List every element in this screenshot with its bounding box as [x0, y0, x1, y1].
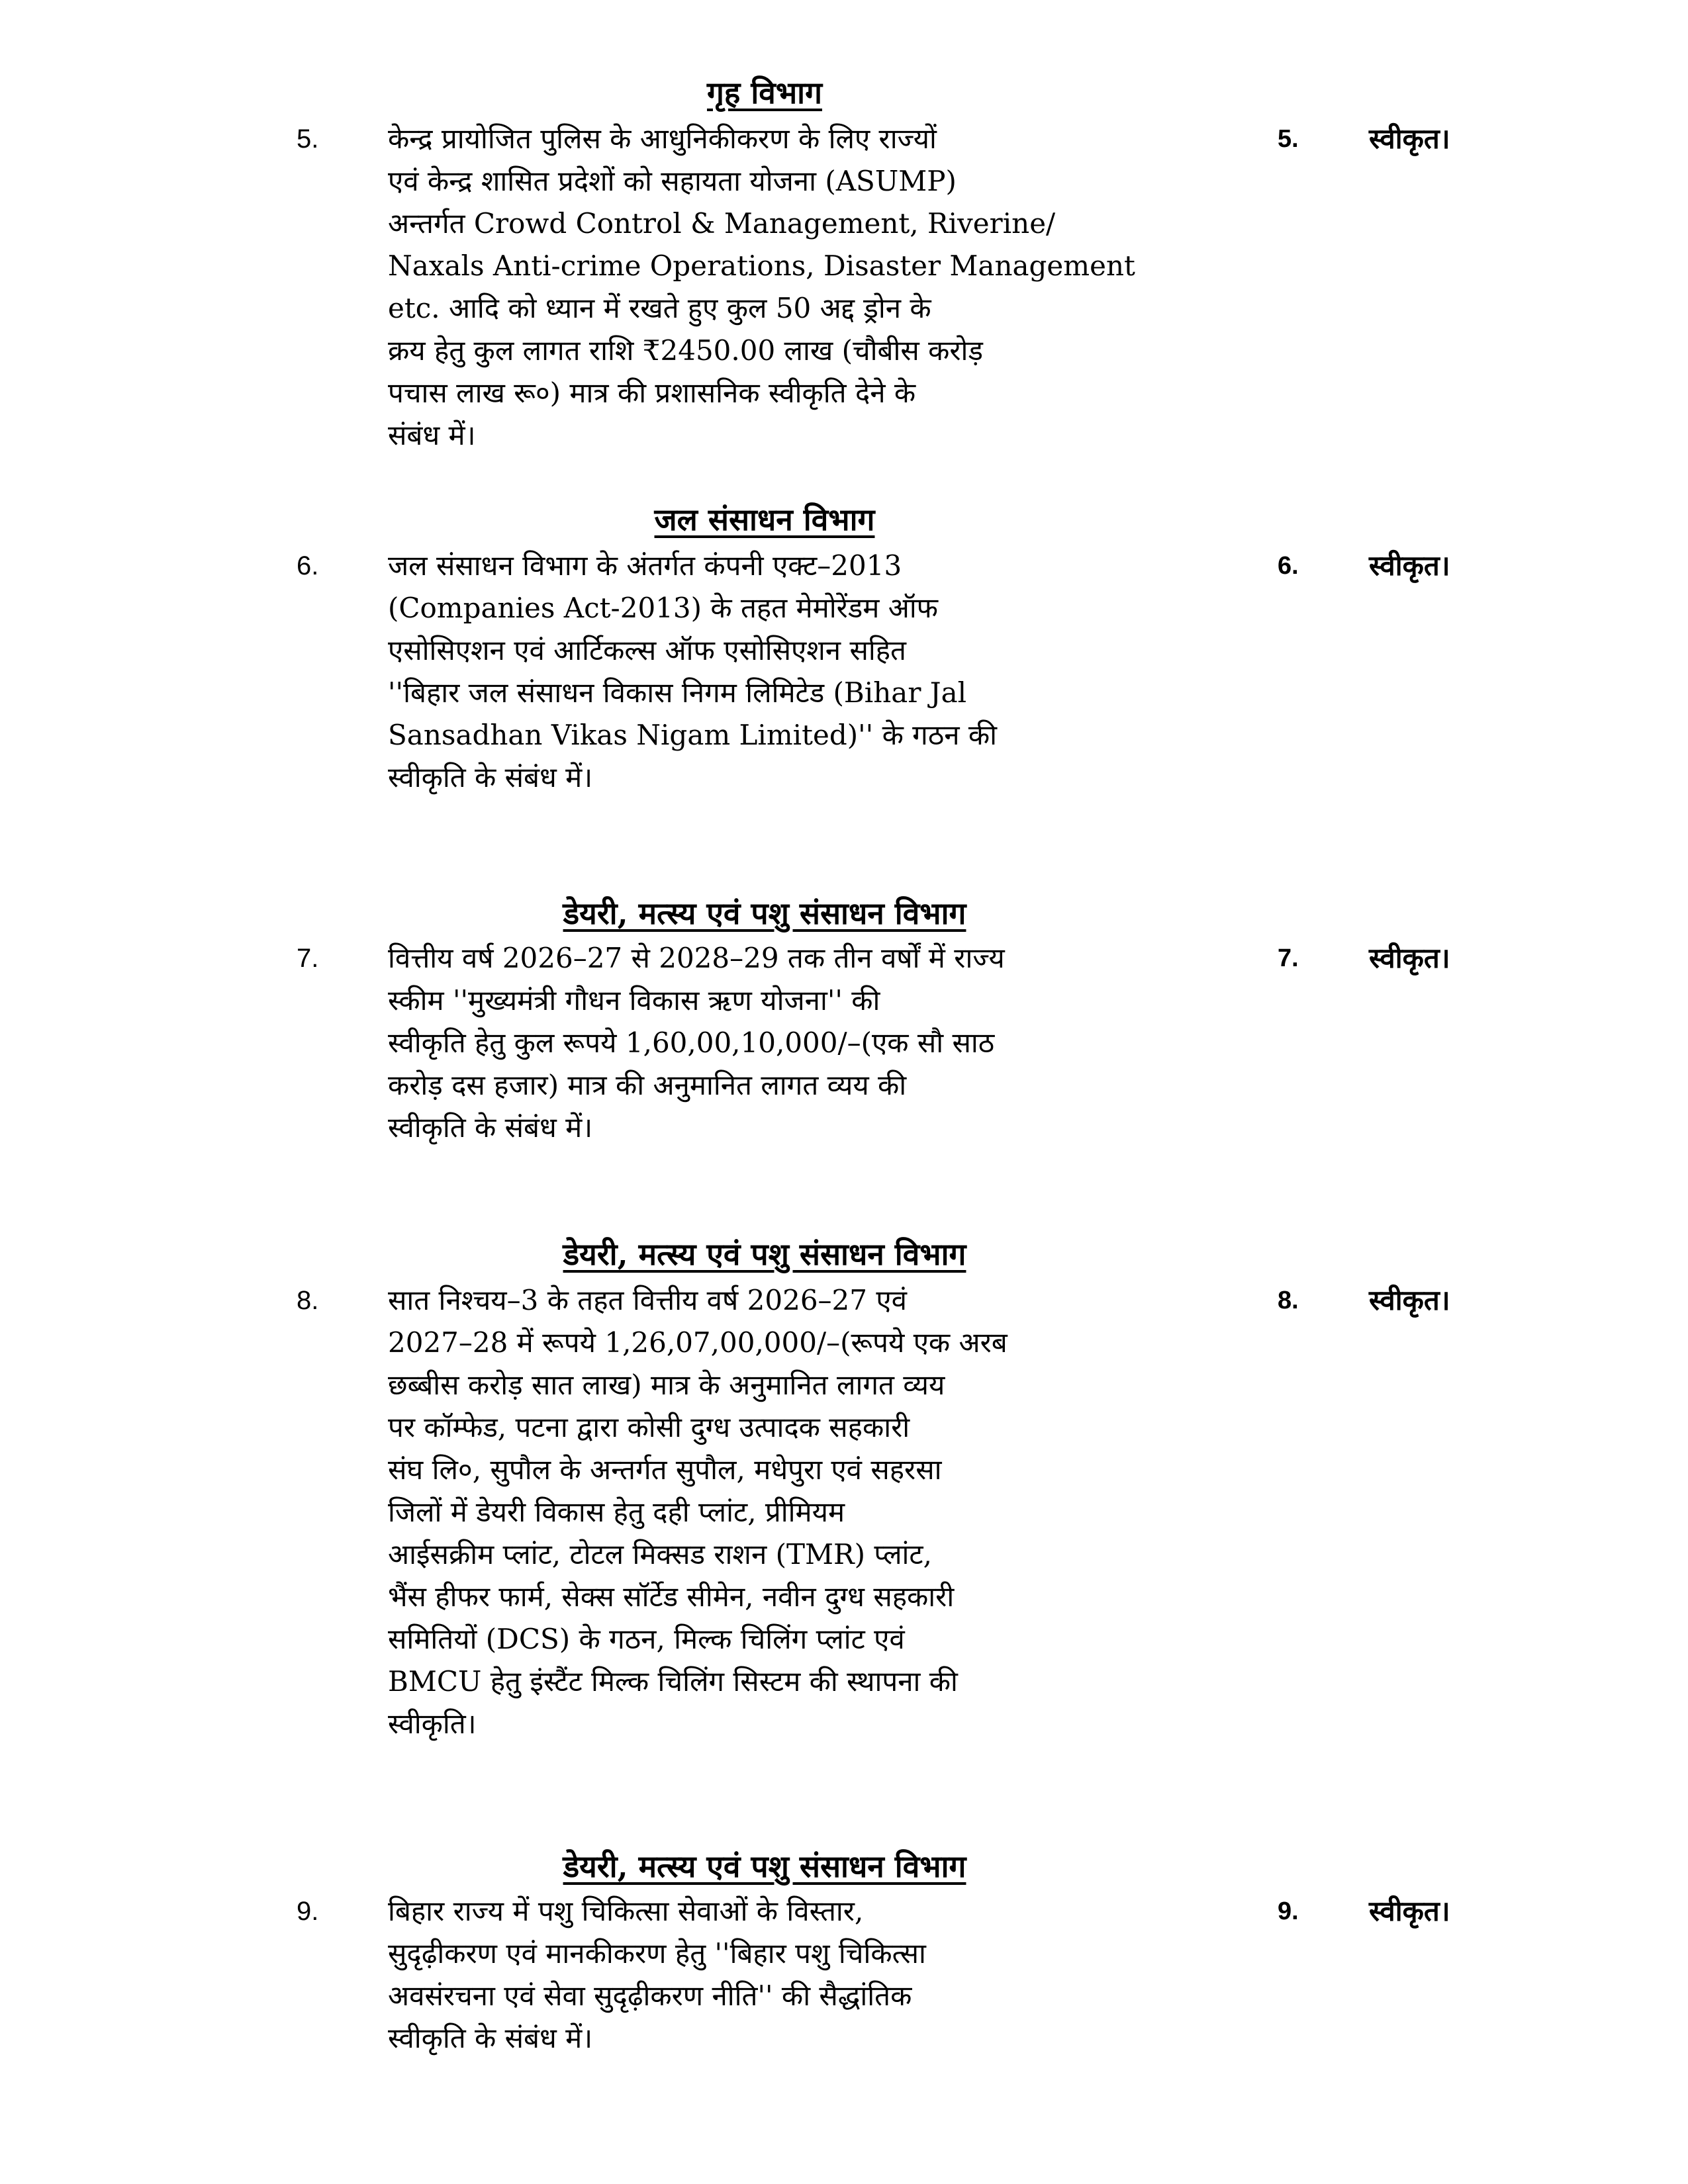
decision-number: 9.: [1278, 1897, 1299, 1925]
decision-status: स्वीकृत।: [1369, 942, 1450, 974]
decision-number: 6.: [1278, 552, 1299, 580]
department-heading: जल संसाधन विभाग: [654, 502, 875, 537]
item-number: 7.: [297, 944, 319, 973]
item-description: बिहार राज्य में पशु चिकित्सा सेवाओं के विस्तार, सुदृढ़ीकरण एवं मानकीकरण हेतु ''बिहार पशु चिकित्सा अवसंरचना एवं सेवा सुदृढ़ीकरण नीति'' की सैद्धांतिक स्वीकृति के संबंध में।: [388, 1895, 926, 2054]
decision-status: स्वीकृत।: [1369, 1284, 1450, 1316]
item-description: केन्द्र प्रायोजित पुलिस के आधुनिकीकरण के लिए राज्यों एवं केन्द्र शासित प्रदेशों को सहायता योजना (ASUMP) अन्तर्गत Crowd Control & Management, Riverine/ Naxals Anti-crime Operations, Disaster Management etc. आदि को ध्यान में रखते हुए कुल 50 अद्द ड्रोन के क्रय हेतु कुल लागत राशि ₹2450.00 लाख (चौबीस करोड़ पचास लाख रू०) मात्र की प्रशासनिक स्वीकृति देने के संबंध में।: [388, 122, 1135, 451]
item-description: वित्तीय वर्ष 2026–27 से 2028–29 तक तीन वर्षों में राज्य स्कीम ''मुख्यमंत्री गौधन विकास ऋण योजना'' की स्वीकृति हेतु कुल रूपये 1,60,00,10,000/–(एक सौ साठ करोड़ दस हजार) मात्र की अनुमानित लागत व्यय की स्वीकृति के संबंध में।: [388, 942, 1005, 1144]
decision-status: स्वीकृत।: [1369, 549, 1450, 582]
item-number: 8.: [297, 1286, 319, 1315]
department-heading: गृह विभाग: [707, 75, 822, 111]
item-description: जल संसाधन विभाग के अंतर्गत कंपनी एक्ट–2013 (Companies Act-2013) के तहत मेमोरेंडम ऑफ एसोसिएशन एवं आर्टिकल्स ऑफ एसोसिएशन सहित ''बिहार जल संसाधन विकास निगम लिमिटेड (Bihar Jal Sansadhan Vikas Nigam Limited)'' के गठन की स्वीकृति के संबंध में।: [388, 549, 998, 794]
item-number: 5.: [297, 124, 319, 154]
item-number: 6.: [297, 551, 319, 580]
item-description: सात निश्चय–3 के तहत वित्तीय वर्ष 2026–27 एवं 2027–28 में रूपये 1,26,07,00,000/–(रूपये एक अरब छब्बीस करोड़ सात लाख) मात्र के अनुमानित लागत व्यय पर कॉम्फेड, पटना द्वारा कोसी दुग्ध उत्पादक सहकारी संघ लि०, सुपौल के अन्तर्गत सुपौल, मधेपुरा एवं सहरसा जिलों में डेयरी विकास हेतु दही प्लांट, प्रीमियम आईसक्रीम प्लांट, टोटल मिक्सड राशन (TMR) प्लांट, भैंस हीफर फार्म, सेक्स सॉर्टेड सीमेन, नवीन दुग्ध सहकारी समितियों (DCS) के गठन, मिल्क चिलिंग प्लांट एवं BMCU हेतु इंस्टैंट मिल्क चिलिंग सिस्टम की स्थापना की स्वीकृति।: [388, 1284, 1008, 1740]
decision-status: स्वीकृत।: [1369, 122, 1450, 155]
decision-number: 7.: [1278, 944, 1299, 972]
decision-number: 8.: [1278, 1287, 1299, 1314]
department-heading: डेयरी, मत्स्य एवं पशु संसाधन विभाग: [563, 1236, 966, 1272]
item-number: 9.: [297, 1897, 319, 1926]
decision-status: स्वीकृत।: [1369, 1895, 1450, 1927]
department-heading: डेयरी, मत्स्य एवं पशु संसाधन विभाग: [563, 895, 966, 931]
decision-number: 5.: [1278, 125, 1299, 153]
department-heading: डेयरी, मत्स्य एवं पशु संसाधन विभाग: [563, 1848, 966, 1884]
